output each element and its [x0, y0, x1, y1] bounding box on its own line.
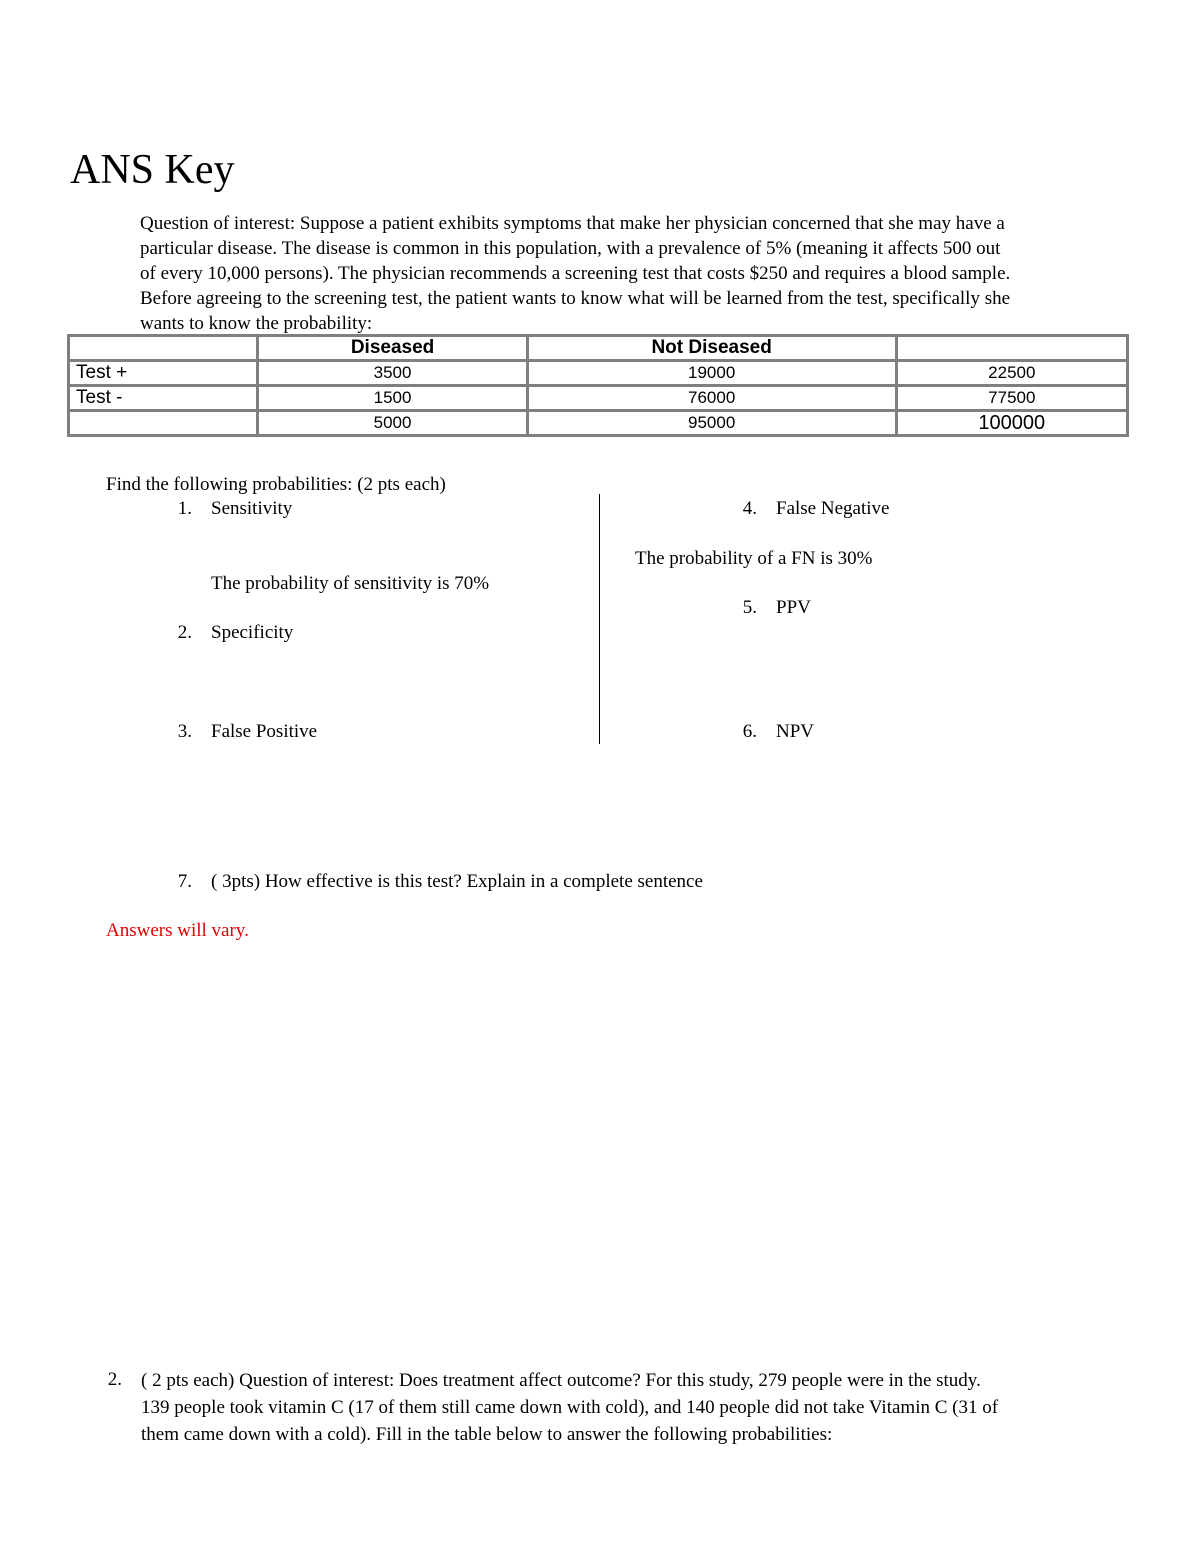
problem-2-text — [141, 1367, 998, 1448]
question-ppv: PPV — [776, 597, 811, 618]
table-header-cell — [896, 336, 1127, 361]
answer-false-negative: The probability of a FN is 30% — [635, 548, 873, 569]
table-row-label: Test - — [69, 386, 258, 411]
table-row — [69, 411, 1128, 436]
question-number: 7. — [177, 871, 192, 892]
question-sensitivity: Sensitivity — [211, 498, 293, 519]
instructions: Find the following probabilities: (2 pts each) — [106, 474, 446, 495]
answer-sensitivity: The probability of sensitivity is 70% — [211, 573, 490, 594]
table-header-cell: Diseased — [258, 336, 527, 361]
table-row — [69, 386, 1128, 411]
question-npv: NPV — [776, 721, 815, 742]
table-row-label: Test + — [69, 361, 258, 386]
table-cell: 22500 — [896, 361, 1127, 386]
question-number: 3. — [177, 721, 192, 742]
question-number: 4. — [742, 498, 757, 519]
question-number: 1. — [177, 498, 192, 519]
table-cell: 95000 — [527, 411, 896, 436]
answer-effectiveness: Answers will vary. — [106, 920, 249, 941]
problem-2-line: ( 2 pts each) Question of interest: Does treatment affect outcome? For this study, 279 people were in the study. — [141, 1370, 981, 1391]
problem-2-line: 139 people took vitamin C (17 of them still came down with cold), and 140 people did not take Vitamin C (31 of — [141, 1397, 999, 1418]
question-false-positive: False Positive — [211, 721, 318, 742]
problem-number: 2. — [107, 1369, 122, 1390]
intro-line: Question of interest: Suppose a patient exhibits symptoms that make her physician concerned that she may have a — [140, 213, 1005, 234]
page-title: ANS Key — [70, 147, 235, 193]
table-cell: 19000 — [527, 361, 896, 386]
question-false-negative: False Negative — [776, 498, 890, 519]
column-divider — [599, 494, 600, 744]
question-number: 5. — [742, 597, 757, 618]
table-cell: 1500 — [258, 386, 527, 411]
table-header-cell: Not Diseased — [527, 336, 896, 361]
intro-line: wants to know the probability: — [140, 313, 373, 334]
intro-paragraph — [140, 211, 1140, 336]
contingency-table — [67, 334, 1129, 437]
table-header-cell — [69, 336, 258, 361]
table-header-row — [69, 336, 1128, 361]
question-specificity: Specificity — [211, 622, 294, 643]
intro-line: Before agreeing to the screening test, the patient wants to know what will be learned from the test, specifically she — [140, 288, 1011, 309]
intro-line: of every 10,000 persons). The physician recommends a screening test that costs $250 and requires a blood sample. — [140, 263, 1011, 284]
table-row-label — [69, 411, 258, 436]
question-number: 2. — [177, 622, 192, 643]
table-row — [69, 361, 1128, 386]
table-cell: 76000 — [527, 386, 896, 411]
intro-line: particular disease. The disease is common in this population, with a prevalence of 5% (meaning it affects 500 out — [140, 238, 1001, 259]
table-cell: 77500 — [896, 386, 1127, 411]
question-number: 6. — [742, 721, 757, 742]
table-cell: 3500 — [258, 361, 527, 386]
table-cell: 100000 — [896, 411, 1127, 436]
question-effectiveness: ( 3pts) How effective is this test? Explain in a complete sentence — [211, 871, 703, 892]
problem-2-line: them came down with a cold). Fill in the table below to answer the following probabilities: — [141, 1424, 833, 1445]
table-cell: 5000 — [258, 411, 527, 436]
